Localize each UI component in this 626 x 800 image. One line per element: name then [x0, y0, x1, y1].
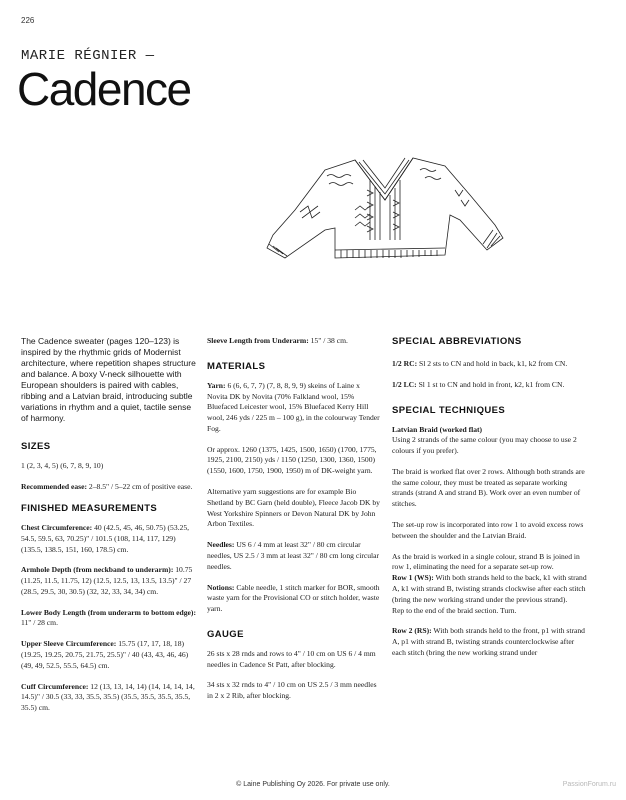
measurement-value: 12 (13, 13, 14, 14) (14, 14, 14, 14, 14.5)" / 30.5 (33, 33, 35.5, 35.5) (35.5, 35.5, 35.5, 35.5, 35.5) cm.	[21, 681, 195, 713]
needles-value: US 6 / 4 mm at least 32" / 80 cm circular needles, US 2.5 / 3 mm at least 32" / 80 cm long circular needles.	[207, 540, 380, 571]
measurement-value: 15.75 (17, 17, 18, 18) (19.25, 19.25, 20.75, 21.75, 25.5)" / 40 (43, 43, 46, 46) (49, 49, 52.5, 55.5, 64.5) cm.	[21, 639, 189, 670]
row1-text: With both strands held to the back, k1 with strand A, k1 with strand B, twisting strands clockwise after each stitch (bring the new working strand under the previous strand).	[392, 573, 587, 604]
abbreviation-label: 1/2 LC:	[392, 379, 417, 389]
gauge-stitch-pattern: 26 sts x 28 rnds and rows to 4" / 10 cm on US 6 / 4 mm needles in Cadence St Patt, after blocking.	[207, 648, 376, 669]
intro-text: The Cadence sweater (pages 120–123) is inspired by the rhythmic grids of Modernist architecture, where repetition shapes structure and balance. A boxy V-neck silhouette with European shoulders is paired with cables, ribbing and a Latvian braid, introducing subtle variations in rhythm and a quiet, tactile sense of harmony.	[21, 336, 196, 424]
measurement-label: Cuff Circumference:	[21, 681, 89, 691]
sizes-list: 1 (2, 3, 4, 5) (6, 7, 8, 9, 10)	[21, 461, 104, 471]
yarn-label: Yarn:	[207, 380, 226, 390]
designer-name: MARIE RÉGNIER —	[21, 48, 155, 64]
braid-row-1	[392, 552, 587, 617]
measurement-cuff	[21, 682, 196, 714]
pattern-title: Cadence	[17, 63, 191, 115]
measurement-label: Lower Body Length (from underarm to bottom edge):	[21, 607, 196, 617]
recommended-ease	[21, 482, 196, 493]
page-number: 226	[21, 16, 35, 25]
measurement-label: Upper Sleeve Circumference:	[21, 639, 117, 649]
needles-text	[207, 540, 382, 572]
notions-label: Notions:	[207, 582, 235, 592]
row2-text: With both strands held to the front, p1 with strand A, p1 with strand B, twisting strands counterclockwise after each stitch (bring the new working strand under	[392, 626, 585, 657]
abbreviation-value: Sl 2 sts to CN and hold in back, k1, k2 from CN.	[417, 359, 568, 368]
braid-intro	[392, 425, 587, 457]
measurement-chest	[21, 523, 196, 555]
row1-repeat: Rep to the end of the braid section. Turn.	[392, 605, 517, 615]
measurements-heading: FINISHED MEASUREMENTS	[21, 502, 158, 514]
measurement-value: 10.75 (11.25, 11.5, 11.75, 12) (12.5, 12.5, 13, 13.5, 13.5)" / 27 (28.5, 29.5, 30, 30.5) (32, 32, 33, 34, 34) cm.	[21, 565, 193, 596]
ease-label: Recommended ease:	[21, 482, 88, 492]
braid-paragraph-3: As the braid is worked in a single colour, strand B is joined in row 1, eliminating the need for a separate set-up row.	[392, 551, 580, 572]
abbreviation-label: 1/2 RC:	[392, 359, 418, 368]
measurement-upper-sleeve	[21, 639, 196, 671]
yarn-approx: Or approx. 1260 (1375, 1425, 1500, 1650) (1700, 1775, 1925, 2100, 2150) yds / 1150 (1250, 1300, 1360, 1500) (1550, 1600, 1750, 1900, 1950) m of DK-weight yarn.	[207, 444, 377, 476]
notions-value: Cable needle, 1 stitch marker for BOR, smooth waste yarn for the Provisional CO or stitch holder, waste yarn.	[207, 582, 380, 614]
copyright-footer: © Laine Publishing Oy 2026. For private use only.	[236, 781, 390, 788]
measurement-lower-body	[21, 608, 196, 630]
yarn-value: 6 (6, 6, 7, 7) (7, 8, 8, 9, 9) skeins of Laine x Novita DK by Novita (70% Falkland wool, 15% Bluefaced Leicester wool, 15% Bluefaced Kerry Hill wool, 246 yds / 225 m – 100 g), in the colourway Tender Fog.	[207, 380, 380, 433]
measurement-value: 40 (42.5, 45, 46, 50.75) (53.25, 54.5, 59.5, 63, 70.25)" / 101.5 (108, 114, 117, 129) (135.5, 138.5, 151, 160, 178.5) cm.	[21, 522, 190, 554]
sweater-illustration	[255, 140, 515, 270]
watermark: PassionForum.ru	[562, 781, 616, 788]
measurement-label: Armhole Depth (from neckband to underarm):	[21, 565, 174, 575]
measurement-value: 11" / 28 cm.	[21, 618, 58, 628]
left-column	[21, 336, 196, 724]
measurement-label: Chest Circumference:	[21, 522, 93, 532]
braid-title: Latvian Braid (worked flat)	[392, 424, 483, 434]
ease-value: 2–8.5" / 5–22 cm of positive ease.	[87, 482, 193, 492]
braid-intro-text: Using 2 strands of the same colour (you may choose to use 2 colours if you prefer).	[392, 435, 577, 456]
braid-row-2	[392, 626, 587, 658]
notions-text	[207, 583, 382, 615]
middle-column	[207, 336, 382, 712]
right-column	[392, 336, 587, 669]
abbreviation-lc	[392, 380, 587, 391]
gauge-rib: 34 sts x 32 rnds to 4" / 10 cm on US 2.5 / 3 mm needles in 2 x 2 Rib, after blocking.	[207, 680, 377, 701]
measurement-armhole	[21, 565, 196, 597]
row2-label: Row 2 (RS):	[392, 626, 432, 636]
yarn-alternatives: Alternative yarn suggestions are for example Bio Shetland by BC Garn (held double), Fleece Jacob DK by West Yorkshire Spinners or Devon Natural DK by John Arbon Textiles.	[207, 487, 380, 529]
row1-label: Row 1 (WS):	[392, 573, 434, 583]
techniques-heading: SPECIAL TECHNIQUES	[392, 404, 506, 416]
abbreviation-rc	[392, 359, 587, 370]
materials-heading: MATERIALS	[207, 360, 266, 372]
yarn-text	[207, 381, 382, 435]
sizes-heading: SIZES	[21, 441, 51, 453]
gauge-heading: GAUGE	[207, 628, 244, 640]
sleeve-length	[207, 336, 382, 347]
braid-paragraph-2: The set-up row is incorporated into row 1 to avoid excess rows between the shoulder and the Latvian Braid.	[392, 520, 584, 540]
needles-label: Needles:	[207, 540, 235, 550]
abbreviations-heading: SPECIAL ABBREVIATIONS	[392, 336, 522, 347]
sleeve-length-label: Sleeve Length from Underarm:	[207, 336, 309, 345]
sleeve-length-value: 15" / 38 cm.	[308, 336, 348, 345]
abbreviation-value: Sl 1 st to CN and hold in front, k2, k1 from CN.	[416, 379, 565, 389]
braid-paragraph-1: The braid is worked flat over 2 rows. Although both strands are the same colour, they must be treated as separate working strands (strand A and strand B). Work over an even number of stitches.	[392, 466, 585, 509]
